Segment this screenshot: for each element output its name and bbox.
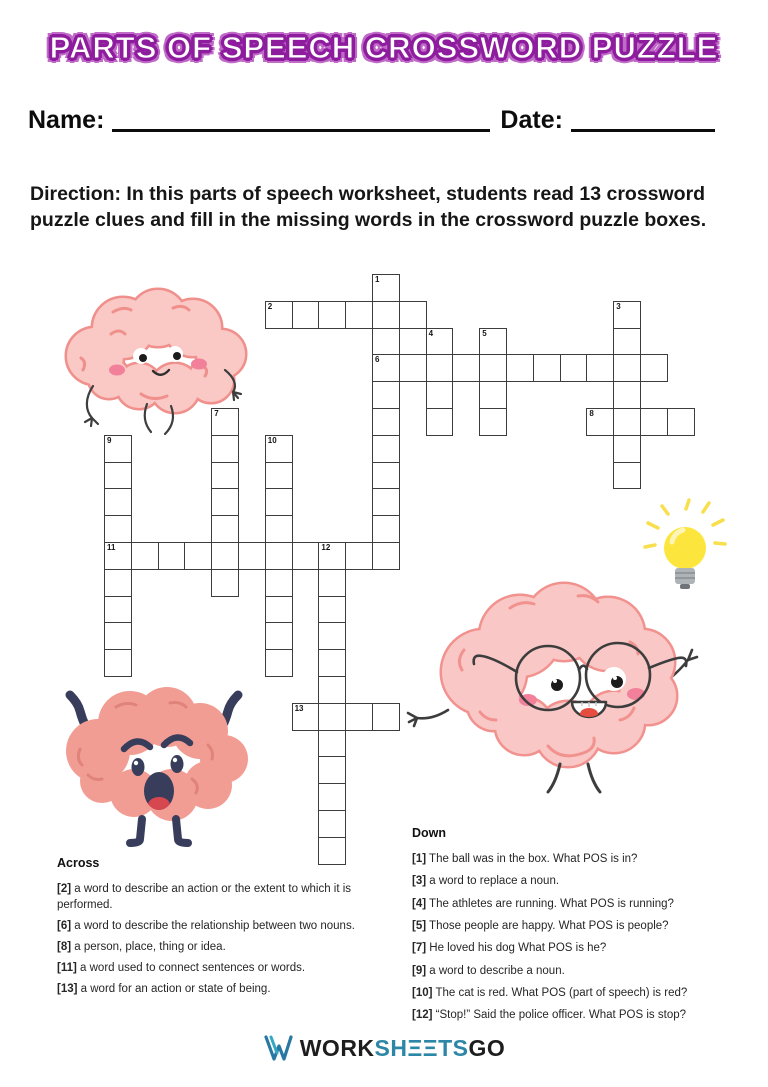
cell-number: 9: [107, 435, 112, 445]
cell-number: 4: [428, 328, 434, 338]
crossword-cell[interactable]: [372, 274, 400, 302]
crossword-cell[interactable]: [452, 354, 480, 382]
crossword-cell[interactable]: [211, 435, 239, 463]
brand-footer: [0, 1035, 768, 1062]
crossword-cell[interactable]: [211, 569, 239, 597]
crossword-cell[interactable]: [372, 488, 400, 516]
across-clue-list: [57, 881, 371, 997]
crossword-cell[interactable]: [211, 462, 239, 490]
cell-number: 7: [214, 409, 219, 418]
crossword-cell[interactable]: [479, 354, 507, 382]
clue-number: [7]: [412, 942, 427, 955]
crossword-cell[interactable]: [345, 301, 373, 329]
crossword-cell[interactable]: [372, 354, 400, 382]
crossword-cell[interactable]: [265, 462, 293, 490]
crossword-cell[interactable]: [372, 381, 400, 409]
crossword-cell[interactable]: [184, 542, 212, 570]
brand-sheets: SHΞΞTS: [374, 1035, 469, 1061]
crossword-cell[interactable]: [292, 301, 320, 329]
across-section: [57, 856, 371, 1001]
clue: [11] a word used to connect sentences or words.: [57, 961, 306, 974]
crossword-cell[interactable]: [292, 703, 320, 731]
name-blank-line[interactable]: [112, 108, 490, 132]
crossword-cell[interactable]: [506, 354, 534, 382]
crossword-cell[interactable]: [426, 381, 454, 409]
crossword-cell[interactable]: [613, 381, 641, 409]
crossword-cell[interactable]: [560, 354, 588, 382]
crossword-cell[interactable]: [318, 730, 346, 758]
crossword-cell[interactable]: [613, 301, 641, 329]
clue: [6] a word to describe the relationship between two nouns.: [57, 920, 355, 933]
crossword-cell[interactable]: [345, 703, 373, 731]
date-blank-line[interactable]: [571, 108, 715, 132]
crossword-cell[interactable]: [211, 515, 239, 543]
cell-number: 2: [267, 301, 273, 311]
down-clue-list: [412, 851, 764, 1024]
crossword-cell[interactable]: [372, 542, 400, 570]
excited-brain-cartoon: [40, 663, 265, 848]
crossword-cell[interactable]: [318, 676, 346, 704]
crossword-cell[interactable]: [372, 515, 400, 543]
clue: [3] a word to replace a noun.: [412, 875, 560, 888]
crossword-cell[interactable]: [265, 596, 293, 624]
crossword-cell[interactable]: [345, 542, 373, 570]
crossword-cell[interactable]: [104, 462, 132, 490]
direction-text: Direction: In this parts of speech worksheet, students read 13 crossword puzzle clues and fill in the missing words in the crossword puzzle boxes.: [30, 183, 707, 231]
crossword-cell[interactable]: [640, 354, 668, 382]
cell-number: 10: [267, 435, 277, 445]
across-heading: Across: [57, 856, 100, 870]
crossword-cell[interactable]: [211, 542, 239, 570]
crossword-cell[interactable]: [667, 408, 695, 436]
crossword-cell[interactable]: [613, 328, 641, 356]
crossword-cell[interactable]: [158, 542, 186, 570]
crossword-cell[interactable]: [318, 649, 346, 677]
crossword-cell[interactable]: [640, 408, 668, 436]
crossword-cell[interactable]: [613, 462, 641, 490]
clue-number: [4]: [412, 897, 427, 910]
crossword-cell[interactable]: [318, 301, 346, 329]
clue-number: [6]: [57, 920, 72, 933]
crossword-cell[interactable]: [318, 703, 346, 731]
down-heading: Down: [412, 826, 447, 840]
crossword-cell[interactable]: [211, 488, 239, 516]
crossword-cell[interactable]: [372, 408, 400, 436]
clue-number: [3]: [412, 875, 427, 888]
crossword-cell[interactable]: [104, 515, 132, 543]
crossword-cell[interactable]: [479, 328, 507, 356]
crossword-cell[interactable]: [318, 810, 346, 838]
clue-number: [5]: [412, 919, 427, 932]
crossword-cell[interactable]: [265, 542, 293, 570]
clue: [10] The cat is red. What POS (part of speech) is red?: [412, 986, 688, 999]
clue-number: [8]: [57, 940, 72, 953]
crossword-cell[interactable]: [318, 596, 346, 624]
crossword-cell[interactable]: [104, 569, 132, 597]
clue: [7] He loved his dog What POS is he?: [412, 942, 607, 955]
clue-number: [2]: [57, 883, 72, 895]
cell-number: 13: [294, 703, 304, 713]
crossword-cell[interactable]: [318, 756, 346, 784]
clue: [2] a word to describe an action or the extent to which it is performed.: [57, 883, 352, 912]
name-label: Name:: [28, 106, 105, 134]
clue: [8] a person, place, thing or idea.: [57, 940, 226, 953]
clue: [12] “Stop!” Said the police officer. What POS is stop?: [412, 1009, 687, 1022]
crossword-cell[interactable]: [613, 354, 641, 382]
crossword-cell[interactable]: [479, 408, 507, 436]
lightbulb-icon: [640, 498, 728, 598]
crossword-cell[interactable]: [265, 488, 293, 516]
crossword-cell[interactable]: [104, 488, 132, 516]
cell-number: 11: [107, 543, 116, 552]
crossword-cell[interactable]: [426, 408, 454, 436]
crossword-cell[interactable]: [265, 515, 293, 543]
crossword-cell[interactable]: [586, 354, 614, 382]
crossword-cell[interactable]: [399, 354, 427, 382]
clue-number: [9]: [412, 964, 427, 977]
crossword-cell[interactable]: [318, 542, 346, 570]
crossword-cell[interactable]: [104, 435, 132, 463]
crossword-cell[interactable]: [292, 542, 320, 570]
crossword-cell[interactable]: [586, 408, 614, 436]
clue: [13] a word for an action or state of being.: [57, 982, 271, 995]
crossword-cell[interactable]: [372, 462, 400, 490]
crossword-cell[interactable]: [238, 542, 266, 570]
crossword-cell[interactable]: [372, 435, 400, 463]
clue: [1] The ball was in the box. What POS is in?: [412, 853, 638, 865]
cell-number: 6: [375, 355, 380, 365]
clue: [5] Those people are happy. What POS is people?: [412, 919, 669, 932]
crossword-cell[interactable]: [426, 354, 454, 382]
crossword-cell[interactable]: [372, 703, 400, 731]
crossword-cell[interactable]: [265, 622, 293, 650]
crossword-cell[interactable]: [318, 783, 346, 811]
crossword-cell[interactable]: [131, 542, 159, 570]
date-label: Date:: [500, 106, 563, 134]
brand-go: GO: [468, 1035, 506, 1061]
clue-number: [10]: [412, 986, 433, 999]
crossword-cell[interactable]: [426, 328, 454, 356]
cell-number: 12: [321, 543, 331, 552]
cell-number: 8: [589, 409, 594, 418]
crossword-cell[interactable]: [265, 569, 293, 597]
crossword-cell[interactable]: [479, 381, 507, 409]
crossword-cell[interactable]: [613, 435, 641, 463]
happy-brain-cartoon: [55, 274, 255, 436]
crossword-cell[interactable]: [372, 301, 400, 329]
clue: [4] The athletes are running. What POS is running?: [412, 897, 674, 910]
crossword-cell[interactable]: [265, 435, 293, 463]
crossword-cell[interactable]: [372, 328, 400, 356]
crossword-cell[interactable]: [265, 649, 293, 677]
crossword-cell[interactable]: [104, 542, 132, 570]
crossword-cell[interactable]: [265, 301, 293, 329]
down-section: [412, 826, 764, 1030]
crossword-cell[interactable]: [399, 301, 427, 329]
worksheetsgo-logo-icon: [263, 1035, 293, 1062]
clue-number: [13]: [57, 982, 78, 995]
clue: [9] a word to describe a noun.: [412, 964, 565, 977]
crossword-cell[interactable]: [318, 569, 346, 597]
clue-number: [12]: [412, 1009, 433, 1022]
cell-number: 5: [482, 328, 487, 338]
name-date-row: [28, 106, 744, 135]
clue-number: [1]: [412, 853, 427, 865]
cell-number: 3: [616, 301, 621, 311]
brand-work: WORK: [299, 1035, 375, 1061]
crossword-cell[interactable]: [104, 596, 132, 624]
brand-wordmark: [300, 1035, 506, 1062]
clue-number: [11]: [57, 961, 77, 974]
crossword-cell[interactable]: [318, 622, 346, 650]
crossword-cell[interactable]: [533, 354, 561, 382]
page-title: PARTS OF SPEECH CROSSWORD PUZZLE: [49, 30, 719, 65]
crossword-cell[interactable]: [104, 622, 132, 650]
cell-number: 1: [375, 275, 380, 284]
crossword-cell[interactable]: [613, 408, 641, 436]
